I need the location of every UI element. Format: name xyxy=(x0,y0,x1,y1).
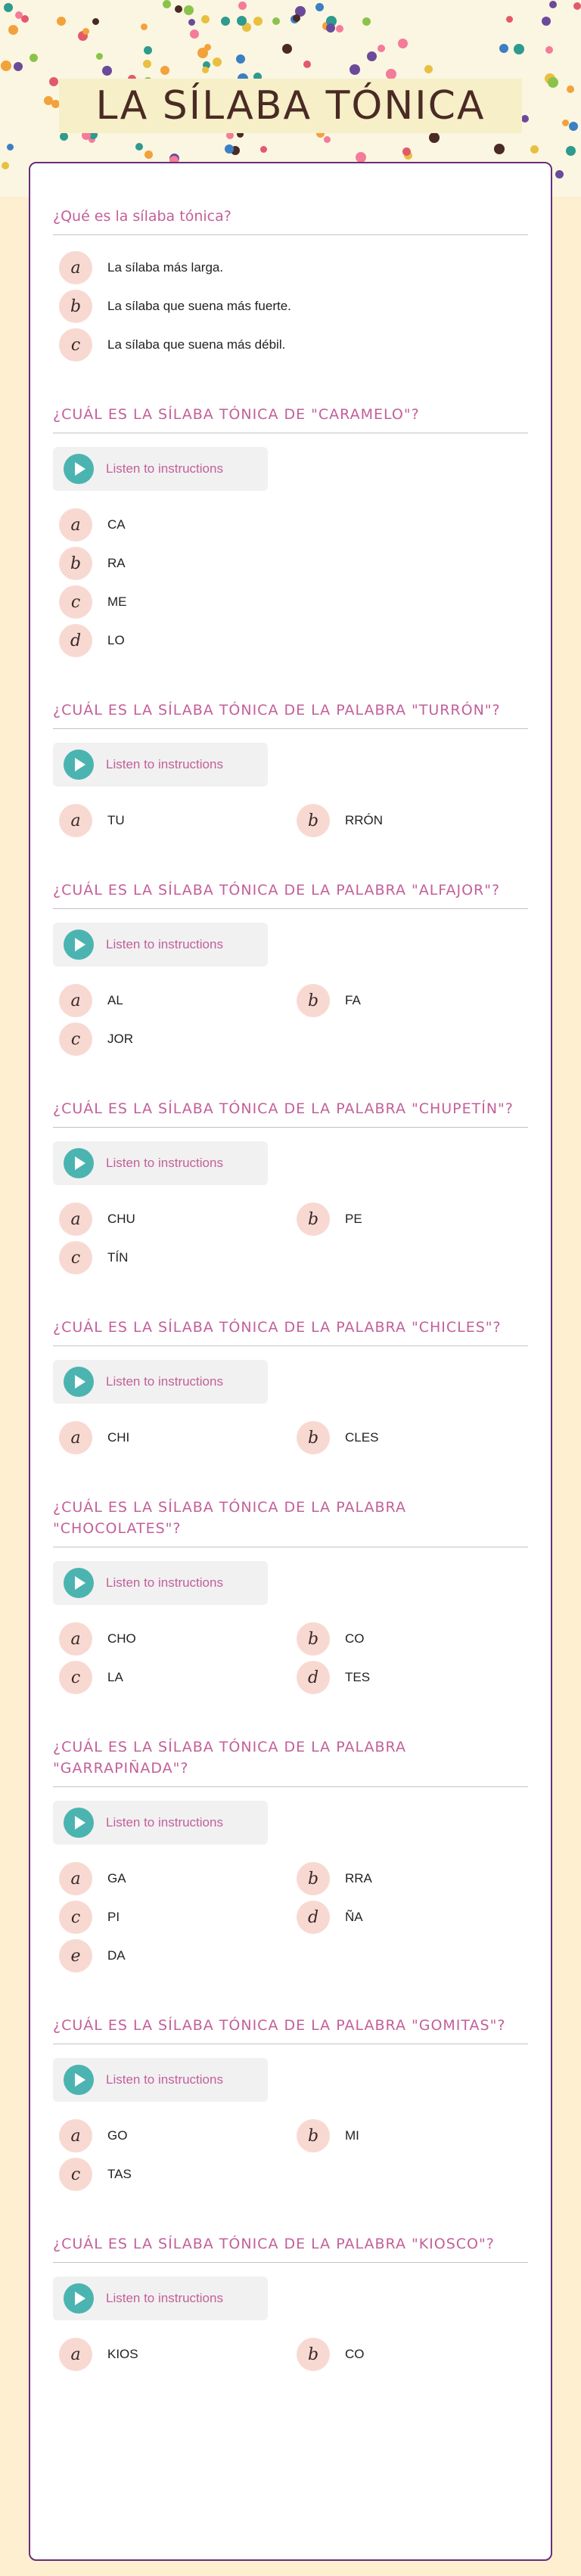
confetti-dot xyxy=(8,25,18,35)
listen-to-instructions-button[interactable] xyxy=(53,2277,268,2320)
option-text: TU xyxy=(107,813,125,827)
confetti-dot xyxy=(336,25,343,33)
option-text: CA xyxy=(107,517,126,532)
answer-option-b[interactable] xyxy=(53,545,528,582)
option-text: GA xyxy=(107,1871,126,1885)
confetti-dot xyxy=(326,23,335,33)
confetti-dot xyxy=(221,17,230,26)
listen-to-instructions-button[interactable] xyxy=(53,1801,268,1845)
confetti-dot xyxy=(521,115,529,123)
confetti-dot xyxy=(514,44,524,54)
option-text: CHU xyxy=(107,1212,135,1226)
answer-option-a[interactable] xyxy=(53,1419,290,1457)
confetti-dot xyxy=(562,119,569,126)
answer-options xyxy=(53,1620,528,1697)
confetti-dot xyxy=(60,132,68,141)
answer-option-b[interactable] xyxy=(290,1860,528,1898)
confetti-dot xyxy=(386,69,396,79)
answer-option-a[interactable] xyxy=(53,2117,290,2155)
answer-option-c[interactable] xyxy=(53,1659,290,1696)
confetti-dot xyxy=(367,51,377,61)
play-icon[interactable] xyxy=(64,1568,94,1598)
option-text: La sílaba más larga. xyxy=(107,260,224,275)
answer-option-c[interactable] xyxy=(53,1020,290,1058)
option-text: TES xyxy=(345,1670,371,1684)
confetti-dot xyxy=(57,17,66,26)
option-letter-bubble[interactable]: b xyxy=(297,984,330,1017)
answer-option-a[interactable] xyxy=(53,2335,290,2373)
confetti-dot xyxy=(2,162,9,169)
confetti-dot xyxy=(567,85,574,93)
answer-options xyxy=(53,249,528,365)
confetti-dot xyxy=(4,3,13,12)
listen-label: Listen to instructions xyxy=(106,937,223,951)
option-text: CLES xyxy=(345,1430,379,1445)
confetti-dot xyxy=(49,77,58,86)
play-icon[interactable] xyxy=(64,2283,94,2314)
answer-option-e[interactable] xyxy=(53,1937,290,1975)
option-letter-bubble[interactable]: c xyxy=(59,328,92,362)
answer-options xyxy=(53,2335,528,2374)
confetti-dot xyxy=(225,144,234,154)
play-triangle-icon xyxy=(75,1156,85,1170)
option-letter-bubble[interactable]: b xyxy=(297,2338,330,2371)
option-text: CO xyxy=(345,2347,365,2361)
option-letter-bubble[interactable]: d xyxy=(59,624,92,657)
listen-to-instructions-button[interactable] xyxy=(53,923,268,967)
confetti-dot xyxy=(429,132,440,143)
question-title: ¿CUÁL ES LA SÍLABA TÓNICA DE LA PALABRA "KIOSCO"? xyxy=(53,2233,528,2263)
option-text: La sílaba que suena más débil. xyxy=(107,337,286,352)
answer-option-a[interactable] xyxy=(53,982,290,1020)
option-letter-bubble[interactable]: b xyxy=(297,804,330,837)
answer-option-b[interactable] xyxy=(290,1200,528,1238)
answer-option-d[interactable] xyxy=(53,622,528,660)
option-text: TAS xyxy=(107,2167,132,2181)
answer-options xyxy=(53,506,528,660)
confetti-dot xyxy=(499,44,508,53)
option-text: LO xyxy=(107,633,125,647)
confetti-dot xyxy=(143,60,151,68)
answer-option-c[interactable] xyxy=(53,1239,290,1277)
option-text: AL xyxy=(107,993,123,1007)
confetti-dot xyxy=(160,66,169,75)
answer-option-b[interactable] xyxy=(53,287,528,325)
confetti-dot xyxy=(549,1,557,8)
question-title: ¿CUÁL ES LA SÍLABA TÓNICA DE LA PALABRA "TURRÓN"? xyxy=(53,700,528,729)
play-icon[interactable] xyxy=(64,1148,94,1178)
confetti-dot xyxy=(566,146,576,156)
option-letter-bubble[interactable]: c xyxy=(59,1023,92,1056)
option-letter-bubble[interactable]: d xyxy=(297,1661,330,1694)
play-triangle-icon xyxy=(75,2073,85,2087)
confetti-dot xyxy=(30,54,38,62)
answer-option-b[interactable] xyxy=(290,1419,528,1457)
option-letter-bubble[interactable]: a xyxy=(59,1622,92,1656)
answer-option-a[interactable] xyxy=(53,1200,290,1238)
option-letter-bubble[interactable]: a xyxy=(59,508,92,542)
answer-option-c[interactable] xyxy=(53,583,528,621)
option-text: RRÓN xyxy=(345,813,384,827)
confetti-dot xyxy=(350,64,360,75)
confetti-dot xyxy=(82,28,89,35)
listen-label: Listen to instructions xyxy=(106,461,223,476)
listen-to-instructions-button[interactable] xyxy=(53,447,268,491)
question-10 xyxy=(53,2233,528,2374)
option-text: FA xyxy=(345,993,361,1007)
option-letter-bubble[interactable]: b xyxy=(297,2119,330,2152)
answer-option-c[interactable] xyxy=(53,1898,290,1936)
answer-options xyxy=(53,1200,528,1277)
confetti-dot xyxy=(315,3,324,11)
confetti-dot xyxy=(144,46,152,54)
question-title: ¿CUÁL ES LA SÍLABA TÓNICA DE "CARAMELO"? xyxy=(53,404,528,433)
question-6 xyxy=(53,1317,528,1457)
question-3 xyxy=(53,700,528,840)
play-icon[interactable] xyxy=(64,750,94,780)
answer-option-c[interactable] xyxy=(53,326,528,364)
answer-option-a[interactable] xyxy=(53,802,290,840)
answer-option-b[interactable] xyxy=(290,2117,528,2155)
confetti-dot xyxy=(272,17,280,25)
option-letter-bubble[interactable]: b xyxy=(297,1862,330,1895)
confetti-dot xyxy=(424,65,433,73)
question-title: ¿CUÁL ES LA SÍLABA TÓNICA DE LA PALABRA "CHOCOLATES"? xyxy=(53,1497,528,1547)
confetti-dot xyxy=(324,136,331,143)
question-title: ¿CUÁL ES LA SÍLABA TÓNICA DE LA PALABRA "CHICLES"? xyxy=(53,1317,528,1346)
option-text: CHO xyxy=(107,1631,136,1646)
worksheet-card xyxy=(29,162,552,2561)
option-letter-bubble[interactable]: a xyxy=(59,1421,92,1454)
confetti-dot xyxy=(14,62,23,71)
option-letter-bubble[interactable]: e xyxy=(59,1939,92,1972)
play-icon[interactable] xyxy=(64,454,94,484)
listen-to-instructions-button[interactable] xyxy=(53,1561,268,1605)
question-5 xyxy=(53,1098,528,1277)
option-letter-bubble[interactable]: c xyxy=(59,2158,92,2191)
play-triangle-icon xyxy=(75,938,85,951)
option-text: MI xyxy=(345,2128,359,2143)
confetti-dot xyxy=(530,145,539,154)
option-text: RA xyxy=(107,556,126,570)
answer-option-a[interactable] xyxy=(53,506,528,544)
question-title: ¿Qué es la sílaba tónica? xyxy=(53,206,528,235)
play-triangle-icon xyxy=(75,1375,85,1389)
option-text: ÑA xyxy=(345,1910,363,1924)
play-icon[interactable] xyxy=(64,2065,94,2095)
confetti-dot xyxy=(202,67,209,73)
answer-option-d[interactable] xyxy=(290,1659,528,1696)
title-banner xyxy=(59,79,522,133)
question-7 xyxy=(53,1497,528,1697)
option-letter-bubble[interactable]: a xyxy=(59,251,92,284)
option-text: DA xyxy=(107,1948,126,1963)
question-4 xyxy=(53,880,528,1059)
answer-option-b[interactable] xyxy=(290,982,528,1020)
listen-label: Listen to instructions xyxy=(106,1815,223,1830)
confetti-dot xyxy=(260,146,267,153)
confetti-dot xyxy=(7,144,14,151)
option-text: RRA xyxy=(345,1871,372,1885)
listen-label: Listen to instructions xyxy=(106,1156,223,1170)
option-text: KIOS xyxy=(107,2347,138,2361)
confetti-dot xyxy=(282,44,292,54)
confetti-dot xyxy=(15,11,23,19)
option-letter-bubble[interactable]: c xyxy=(59,1901,92,1934)
confetti-dot xyxy=(569,122,578,131)
answer-option-c[interactable] xyxy=(53,2155,290,2193)
confetti-dot xyxy=(197,48,208,58)
confetti-dot xyxy=(102,66,112,76)
option-text: TÍN xyxy=(107,1250,129,1265)
option-letter-bubble[interactable]: a xyxy=(59,1203,92,1236)
confetti-dot xyxy=(377,45,385,52)
option-text: JOR xyxy=(107,1032,133,1046)
option-letter-bubble[interactable]: c xyxy=(59,585,92,619)
answer-option-b[interactable] xyxy=(290,1620,528,1658)
option-text: LA xyxy=(107,1670,123,1684)
option-letter-bubble[interactable]: b xyxy=(59,290,92,323)
answer-options xyxy=(53,802,528,840)
confetti-dot xyxy=(144,151,153,159)
option-letter-bubble[interactable]: b xyxy=(297,1203,330,1236)
confetti-dot xyxy=(362,17,371,26)
question-list xyxy=(53,206,528,2374)
page-title: LA SÍLABA TÓNICA xyxy=(95,83,486,129)
confetti-dot xyxy=(494,144,505,154)
listen-label: Listen to instructions xyxy=(106,2291,223,2305)
play-icon[interactable] xyxy=(64,1367,94,1397)
question-8 xyxy=(53,1736,528,1975)
confetti-dot xyxy=(545,46,553,54)
answer-option-a[interactable] xyxy=(53,1860,290,1898)
question-title: ¿CUÁL ES LA SÍLABA TÓNICA DE LA PALABRA "GARRAPIÑADA"? xyxy=(53,1736,528,1787)
option-letter-bubble[interactable]: c xyxy=(59,1241,92,1274)
option-letter-bubble[interactable]: b xyxy=(59,547,92,580)
option-text: La sílaba que suena más fuerte. xyxy=(107,299,291,313)
question-2 xyxy=(53,404,528,660)
option-letter-bubble[interactable]: a xyxy=(59,2119,92,2152)
listen-to-instructions-button[interactable] xyxy=(53,1141,268,1185)
confetti-dot xyxy=(141,23,148,30)
play-triangle-icon xyxy=(75,462,85,476)
confetti-dot xyxy=(96,53,103,60)
confetti-dot xyxy=(356,152,366,163)
listen-to-instructions-button[interactable] xyxy=(53,1360,268,1404)
option-text: CHI xyxy=(107,1430,130,1445)
listen-label: Listen to instructions xyxy=(106,1374,223,1389)
confetti-dot xyxy=(175,5,182,13)
listen-label: Listen to instructions xyxy=(106,757,223,771)
play-triangle-icon xyxy=(75,758,85,771)
answer-option-d[interactable] xyxy=(290,1898,528,1936)
play-triangle-icon xyxy=(75,1816,85,1830)
confetti-dot xyxy=(201,15,210,23)
confetti-dot xyxy=(236,54,245,64)
option-letter-bubble[interactable]: a xyxy=(59,804,92,837)
question-1 xyxy=(53,206,528,365)
answer-options xyxy=(53,2117,528,2194)
question-9 xyxy=(53,2015,528,2194)
confetti-dot xyxy=(293,14,300,22)
confetti-dot xyxy=(573,2,581,10)
listen-label: Listen to instructions xyxy=(106,2072,223,2087)
confetti-dot xyxy=(542,17,551,26)
option-text: CO xyxy=(345,1631,365,1646)
confetti-dot xyxy=(184,5,194,15)
confetti-dot xyxy=(303,61,311,68)
answer-options xyxy=(53,1860,528,1975)
option-letter-bubble[interactable]: a xyxy=(59,2338,92,2371)
play-icon[interactable] xyxy=(64,1808,94,1838)
question-title: ¿CUÁL ES LA SÍLABA TÓNICA DE LA PALABRA "GOMITAS"? xyxy=(53,2015,528,2044)
confetti-dot xyxy=(555,170,564,178)
listen-to-instructions-button[interactable] xyxy=(53,743,268,787)
confetti-dot xyxy=(402,147,411,156)
confetti-dot xyxy=(213,57,222,67)
confetti-dot xyxy=(238,2,247,10)
answer-option-b[interactable] xyxy=(290,2335,528,2373)
play-triangle-icon xyxy=(75,2292,85,2305)
question-title: ¿CUÁL ES LA SÍLABA TÓNICA DE LA PALABRA "CHUPETÍN"? xyxy=(53,1098,528,1128)
confetti-dot xyxy=(1,61,11,71)
confetti-dot xyxy=(506,16,513,23)
option-text: PE xyxy=(345,1212,362,1226)
play-icon[interactable] xyxy=(64,930,94,960)
listen-to-instructions-button[interactable] xyxy=(53,2058,268,2102)
listen-label: Listen to instructions xyxy=(106,1575,223,1590)
option-letter-bubble[interactable]: b xyxy=(297,1622,330,1656)
confetti-dot xyxy=(237,16,247,26)
option-text: GO xyxy=(107,2128,128,2143)
option-text: ME xyxy=(107,594,127,609)
confetti-dot xyxy=(190,29,199,39)
confetti-dot xyxy=(548,77,558,88)
answer-option-a[interactable] xyxy=(53,249,528,287)
answer-options xyxy=(53,1419,528,1457)
option-letter-bubble[interactable]: a xyxy=(59,984,92,1017)
option-text: PI xyxy=(107,1910,120,1924)
option-letter-bubble[interactable]: b xyxy=(297,1421,330,1454)
answer-options xyxy=(53,982,528,1059)
option-letter-bubble[interactable]: a xyxy=(59,1862,92,1895)
option-letter-bubble[interactable]: d xyxy=(297,1901,330,1934)
confetti-dot xyxy=(188,19,195,26)
confetti-dot xyxy=(163,0,171,8)
option-letter-bubble[interactable]: c xyxy=(59,1661,92,1694)
confetti-dot xyxy=(398,39,408,48)
confetti-dot xyxy=(135,143,143,151)
confetti-dot xyxy=(253,17,263,26)
answer-option-b[interactable] xyxy=(290,802,528,840)
answer-option-a[interactable] xyxy=(53,1620,290,1658)
confetti-dot xyxy=(92,18,99,25)
play-triangle-icon xyxy=(75,1576,85,1590)
question-title: ¿CUÁL ES LA SÍLABA TÓNICA DE LA PALABRA "ALFAJOR"? xyxy=(53,880,528,909)
